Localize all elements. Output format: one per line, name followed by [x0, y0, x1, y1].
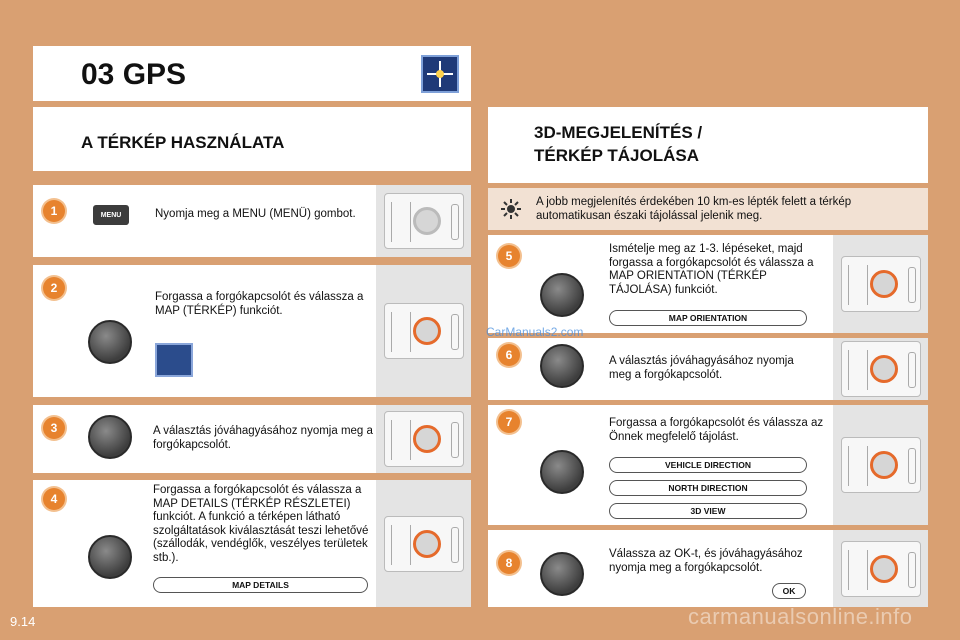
left-section-header: [33, 107, 471, 171]
rotary-knob-icon: [540, 450, 584, 494]
option-north-direction: NORTH DIRECTION: [609, 480, 807, 496]
radio-device-image: [376, 265, 471, 397]
step-1: [33, 185, 471, 257]
radio-device-image: [376, 185, 471, 257]
radio-device-image: [833, 235, 928, 333]
step-number: 5: [498, 245, 520, 267]
page-title: 03 GPS: [81, 58, 187, 91]
sun-icon: [500, 198, 522, 220]
info-text: A jobb megjelenítés érdekében 10 km-es lépték felett a térkép automatikusan északi tájolással jelenik meg.: [536, 196, 852, 222]
rotary-knob-icon: [88, 415, 132, 459]
step-text: Válassza az OK-t, és jóváhagyásához nyomja meg a forgókapcsolót.: [609, 548, 803, 574]
right-section-title-line1: 3D-MEGJELENÍTÉS /: [534, 123, 703, 142]
footer-site: carmanualsonline.info: [688, 604, 913, 629]
step-4: [33, 480, 471, 607]
radio-device-image: [376, 405, 471, 473]
step-2: [33, 265, 471, 397]
page-number: 9.14: [10, 614, 36, 629]
step-number: 2: [43, 277, 65, 299]
rotary-knob-icon: [540, 273, 584, 317]
step-number: 4: [43, 488, 65, 510]
step-5: [488, 235, 928, 333]
option-vehicle-direction: VEHICLE DIRECTION: [609, 457, 807, 473]
step-6: [488, 338, 928, 400]
rotary-knob-icon: [540, 344, 584, 388]
header: [33, 46, 471, 101]
step-number: 1: [43, 200, 65, 222]
gps-crosshair-icon: [421, 55, 459, 93]
step-number: 7: [498, 411, 520, 433]
radio-device-image: [833, 530, 928, 607]
option-ok: OK: [772, 583, 806, 599]
step-text: Forgassa a forgókapcsolót és válassza az Önnek megfelelő tájolást.: [609, 417, 824, 443]
option-3d-view: 3D VIEW: [609, 503, 807, 519]
step-text: A választás jóváhagyásához nyomja meg a forgókapcsolót.: [609, 355, 794, 381]
radio-device-image: [833, 405, 928, 525]
left-section-title: A TÉRKÉP HASZNÁLATA: [81, 133, 285, 152]
step-number: 8: [498, 552, 520, 574]
option-map-details: MAP DETAILS: [153, 577, 368, 593]
step-text: Forgassa a forgókapcsolót és válassza a MAP DETAILS (TÉRKÉP RÉSZLETEI) funkciót. A funkció a térképen látható szolgáltatások kiválasztását teszi lehetővé (szállodák, vendéglők, veszélyes területek stb.).: [153, 484, 369, 564]
option-map-orientation: MAP ORIENTATION: [609, 310, 807, 326]
step-number: 3: [43, 417, 65, 439]
watermark: CarManuals2.com: [486, 325, 584, 339]
right-section-header: [488, 107, 928, 183]
right-section-title-line2: TÉRKÉP TÁJOLÁSA: [534, 146, 699, 165]
step-number: 6: [498, 344, 520, 366]
rotary-knob-icon: [88, 320, 132, 364]
step-text: Ismételje meg az 1-3. lépéseket, majd forgassa a forgókapcsolót és válassza a MAP ORIENTATION (TÉRKÉP TÁJOLÁSA) funkciót.: [609, 243, 814, 296]
step-7: [488, 405, 928, 525]
step-text: Nyomja meg a MENU (MENÜ) gombot.: [155, 208, 356, 220]
radio-device-image: [833, 338, 928, 400]
rotary-knob-icon: [540, 552, 584, 596]
info-box: [488, 188, 928, 230]
rotary-knob-icon: [88, 535, 132, 579]
radio-device-image: [376, 480, 471, 607]
step-8: [488, 530, 928, 607]
step-3: [33, 405, 471, 473]
menu-button-icon: MENU: [93, 205, 129, 225]
step-text: Forgassa a forgókapcsolót és válassza a MAP (TÉRKÉP) funkciót.: [155, 291, 364, 317]
map-icon: [155, 343, 193, 377]
step-text: A választás jóváhagyásához nyomja meg a forgókapcsolót.: [153, 425, 373, 451]
